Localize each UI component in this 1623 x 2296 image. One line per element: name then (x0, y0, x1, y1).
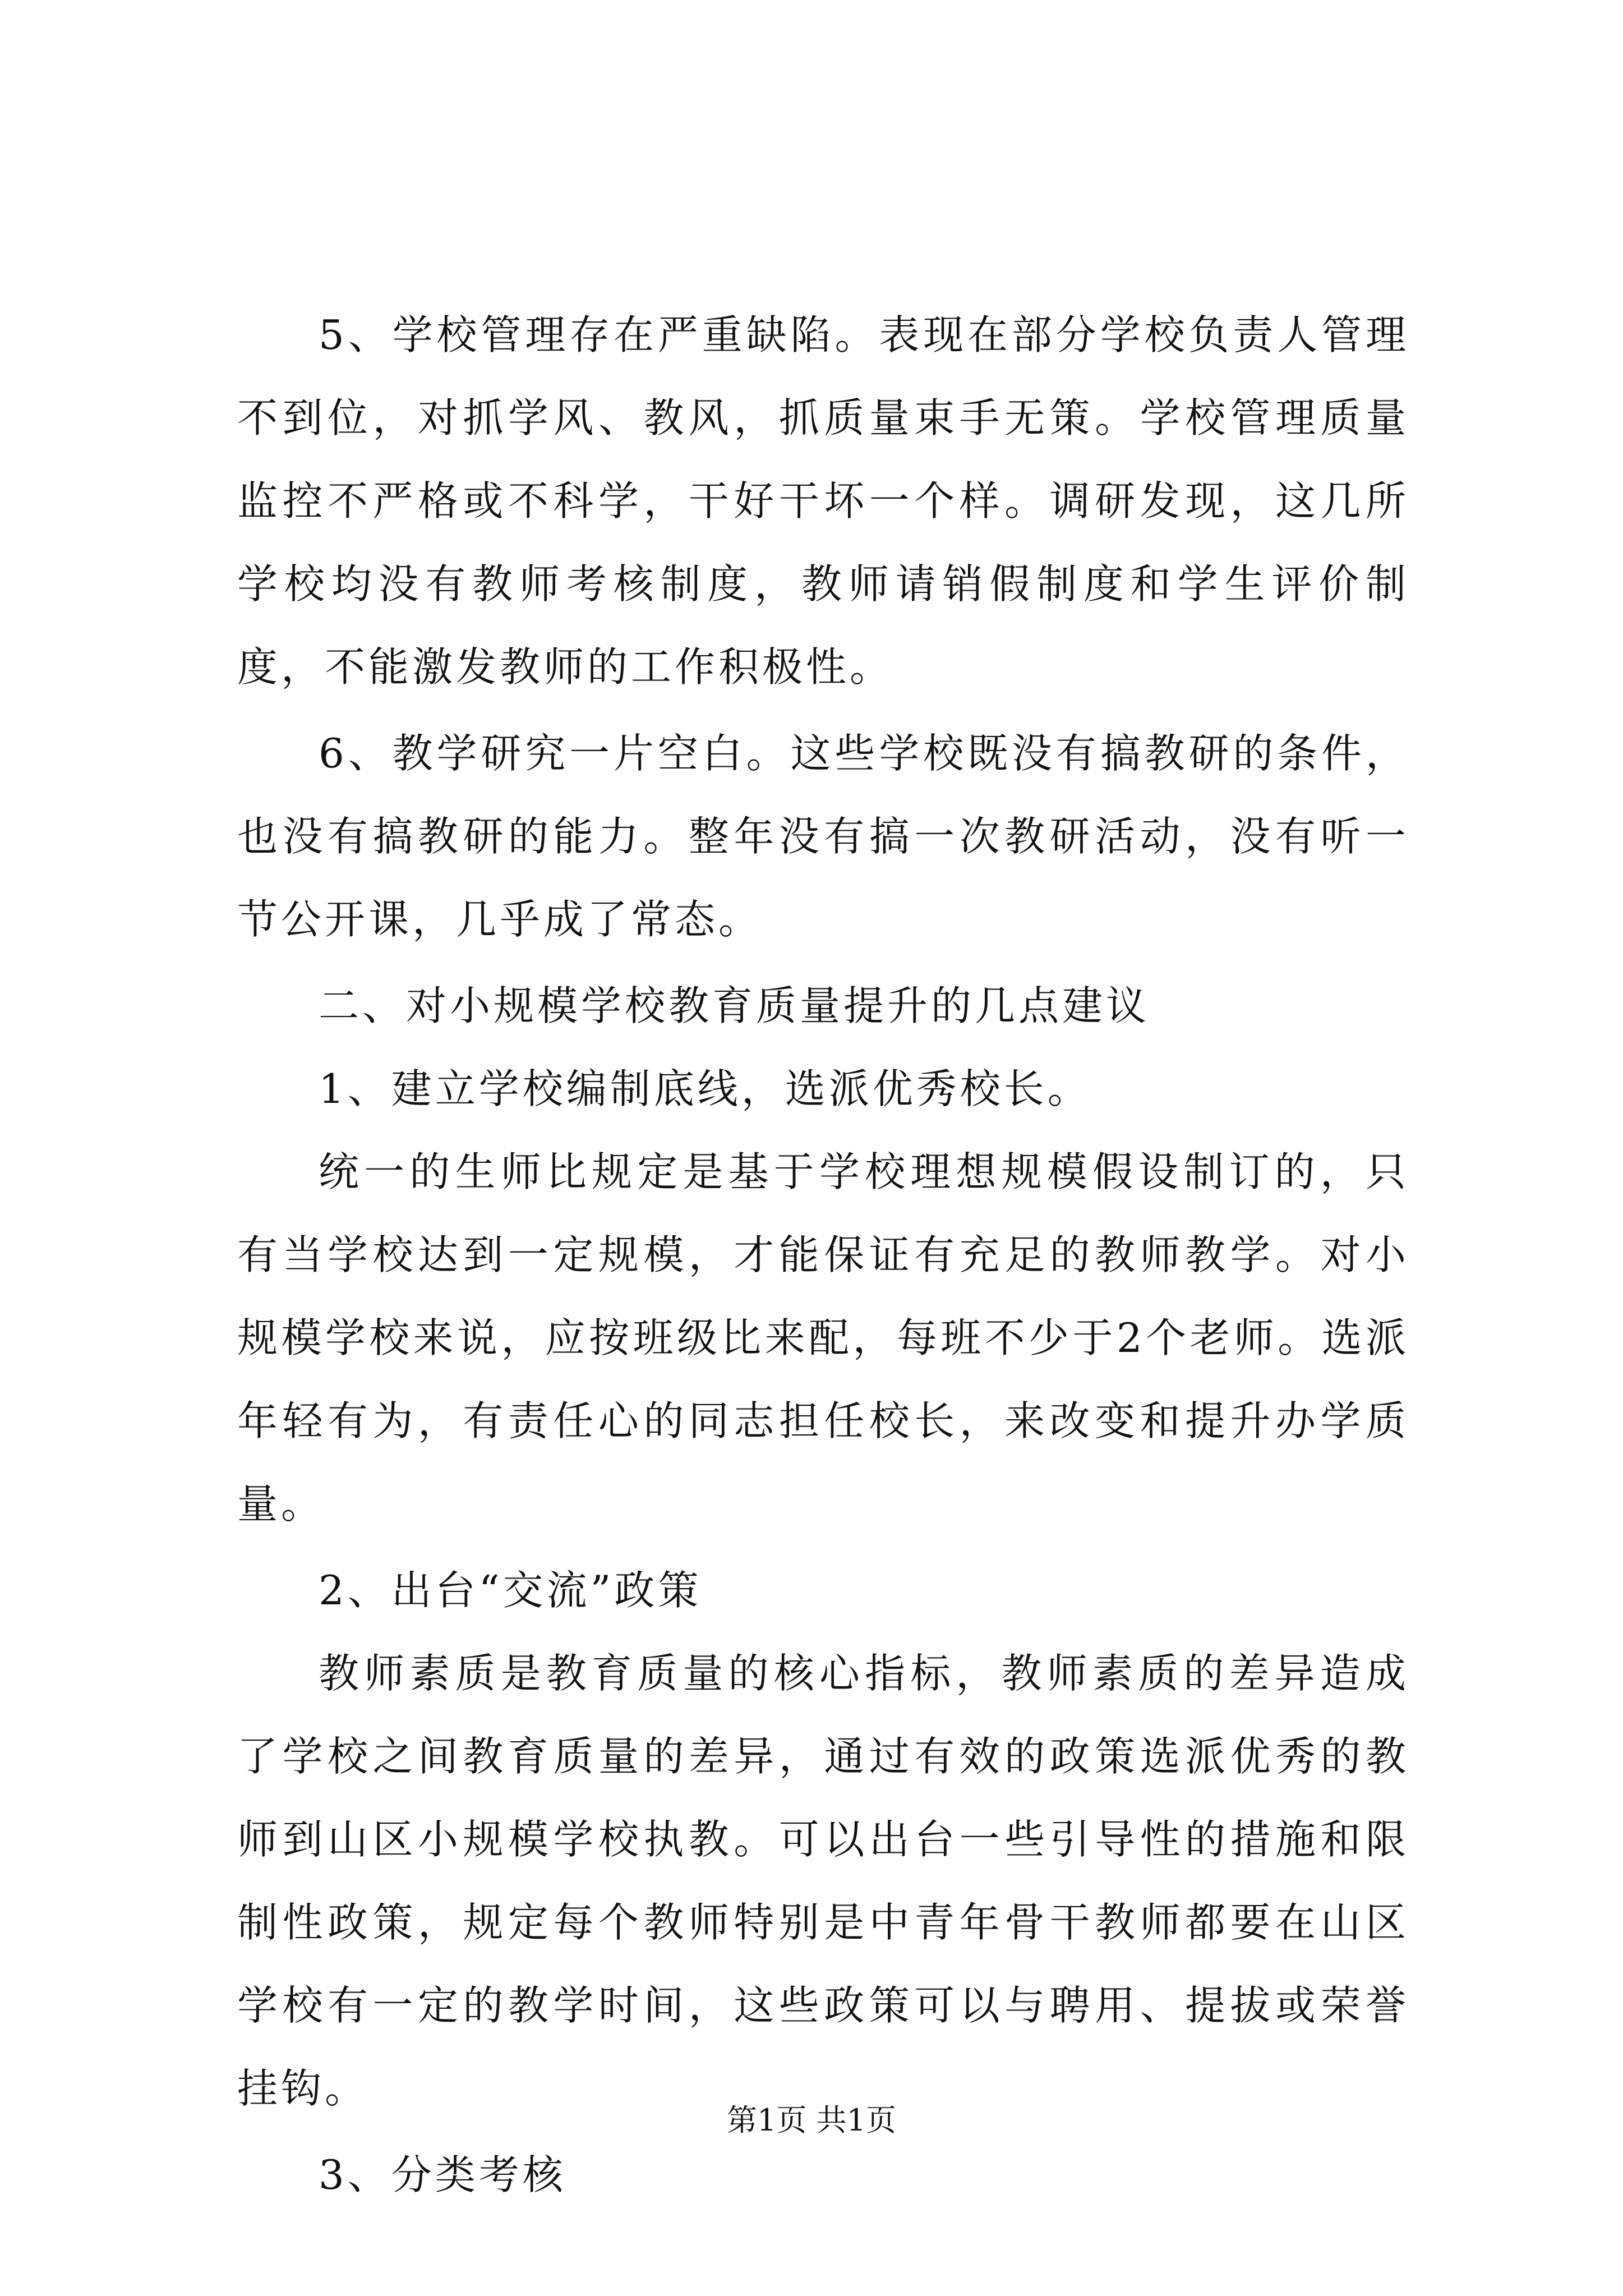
page-footer: 第1页 共1页 (727, 2102, 896, 2138)
paragraph-management-defects: 5、学校管理存在严重缺陷。表现在部分学校负责人管理不到位，对抓学风、教风，抓质量束手无策。学校管理质量监控不严格或不科学，干好干坏一个样。调研发现，这几所学校均没有教师考核制度，教师请销假制度和学生评价制度，不能激发教师的工作积极性。 (237, 311, 1409, 691)
paragraph-item-3-heading: 3、分类考核 (319, 2151, 566, 2198)
document-body (237, 293, 1409, 2216)
paragraph-teaching-research: 6、教学研究一片空白。这些学校既没有搞教研的条件，也没有搞教研的能力。整年没有搞一次教研活动，没有听一节公开课，几乎成了常态。 (237, 730, 1409, 943)
paragraph-staffing-ratio: 统一的生师比规定是基于学校理想规模假设制订的，只有当学校达到一定规模，才能保证有充足的教师教学。对小规模学校来说，应按班级比来配，每班不少于2个老师。选派年轻有为，有责任心的同志担任校长，来改变和提升办学质量。 (237, 1148, 1409, 1527)
paragraph-item-2-heading: 2、出台“交流”政策 (319, 1567, 702, 1614)
paragraph-item-1-heading: 1、建立学校编制底线，选派优秀校长。 (319, 1065, 1091, 1112)
paragraph-teacher-exchange: 教师素质是教育质量的核心指标，教师素质的差异造成了学校之间教育质量的差异，通过有效的政策选派优秀的教师到山区小规模学校执教。可以出台一些引导性的措施和限制性政策，规定每个教师特别是中青年骨干教师都要在山区学校有一定的教学时间，这些政策可以与聘用、提拔或荣誉挂钩。 (237, 1650, 1409, 2112)
section-heading-suggestions: 二、对小规模学校教育质量提升的几点建议 (319, 982, 1150, 1029)
